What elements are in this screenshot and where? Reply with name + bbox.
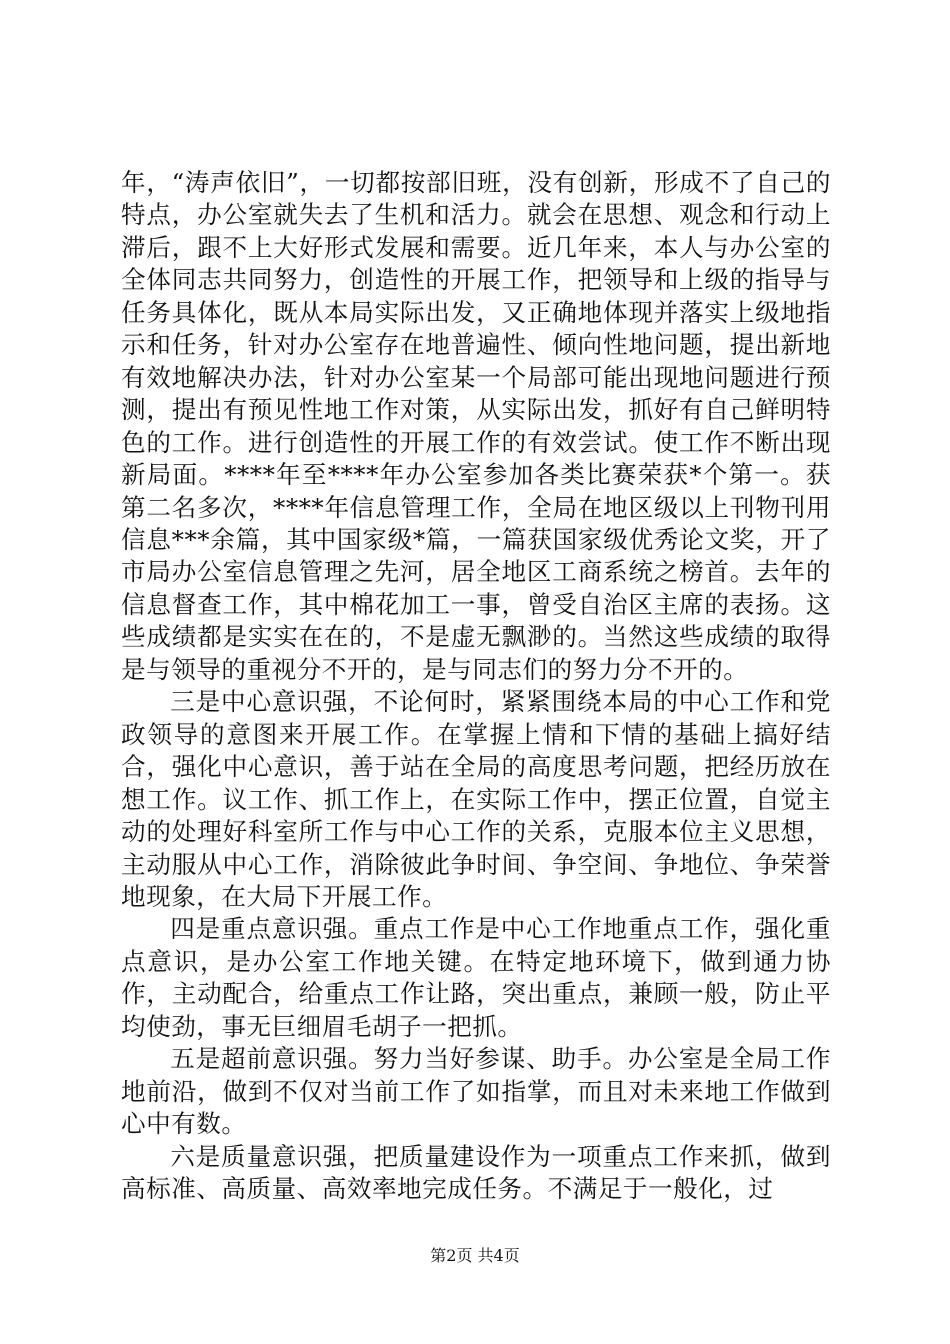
document-body [121,167,831,1206]
paragraph-4: 五是超前意识强。努力当好参谋、助手。办公室是全局工作地前沿，做到不仅对当前工作了如指掌，而且对未来地工作做到心中有数。 [121,1044,831,1139]
paragraph-3: 四是重点意识强。重点工作是中心工作地重点工作，强化重点意识，是办公室工作地关键。在特定地环境下，做到通力协作，主动配合，给重点工作让路，突出重点，兼顾一般，防止平均使劲，事无巨细眉毛胡子一把抓。 [121,914,831,1041]
paragraph-2: 三是中心意识强，不论何时，紧紧围绕本局的中心工作和党政领导的意图来开展工作。在掌握上情和下情的基础上搞好结合，强化中心意识，善于站在全局的高度思考问题，把经历放在想工作。议工作、抓工作上，在实际工作中，摆正位置，自觉主动的处理好科室所工作与中心工作的关系，克服本位主义思想，主动服从中心工作，消除彼此争时间、争空间、争地位、争荣誉地现象，在大局下开展工作。 [121,687,831,911]
page-number-footer: 第2页 共4页 [430,1246,520,1265]
paragraph-5: 六是质量意识强，把质量建设作为一项重点工作来抓，做到高标准、高质量、高效率地完成任务。不满足于一般化，过 [121,1141,831,1204]
paragraph-1: 年，“涛声依旧”，一切都按部旧班，没有创新，形成不了自己的特点，办公室就失去了生机和活力。就会在思想、观念和行动上滞后，跟不上大好形式发展和需要。近几年来，本人与办公室的全体同志共同努力，创造性的开展工作，把领导和上级的指导与任务具体化，既从本局实际出发，又正确地体现并落实上级地指示和任务，针对办公室存在地普遍性、倾向性地问题，提出新地有效地解决办法，针对办公室某一个局部可能出现地问题进行预测，提出有预见性地工作对策，从实际出发，抓好有自己鲜明特色的工作。进行创造性的开展工作的有效尝试。使工作不断出现新局面。****年至****年办公室参加各类比赛荣获*个第一。获第二名多次，****年信息管理工作，全局在地区级以上刊物刊用信息***余篇，其中国家级*篇，一篇获国家级优秀论文奖，开了市局办公室信息管理之先河，居全地区工商系统之榜首。去年的信息督查工作，其中棉花加工一事，曾受自治区主席的表扬。这些成绩都是实实在在的，不是虚无飘渺的。当然这些成绩的取得是与领导的重视分不开的，是与同志们的努力分不开的。 [121,168,831,684]
